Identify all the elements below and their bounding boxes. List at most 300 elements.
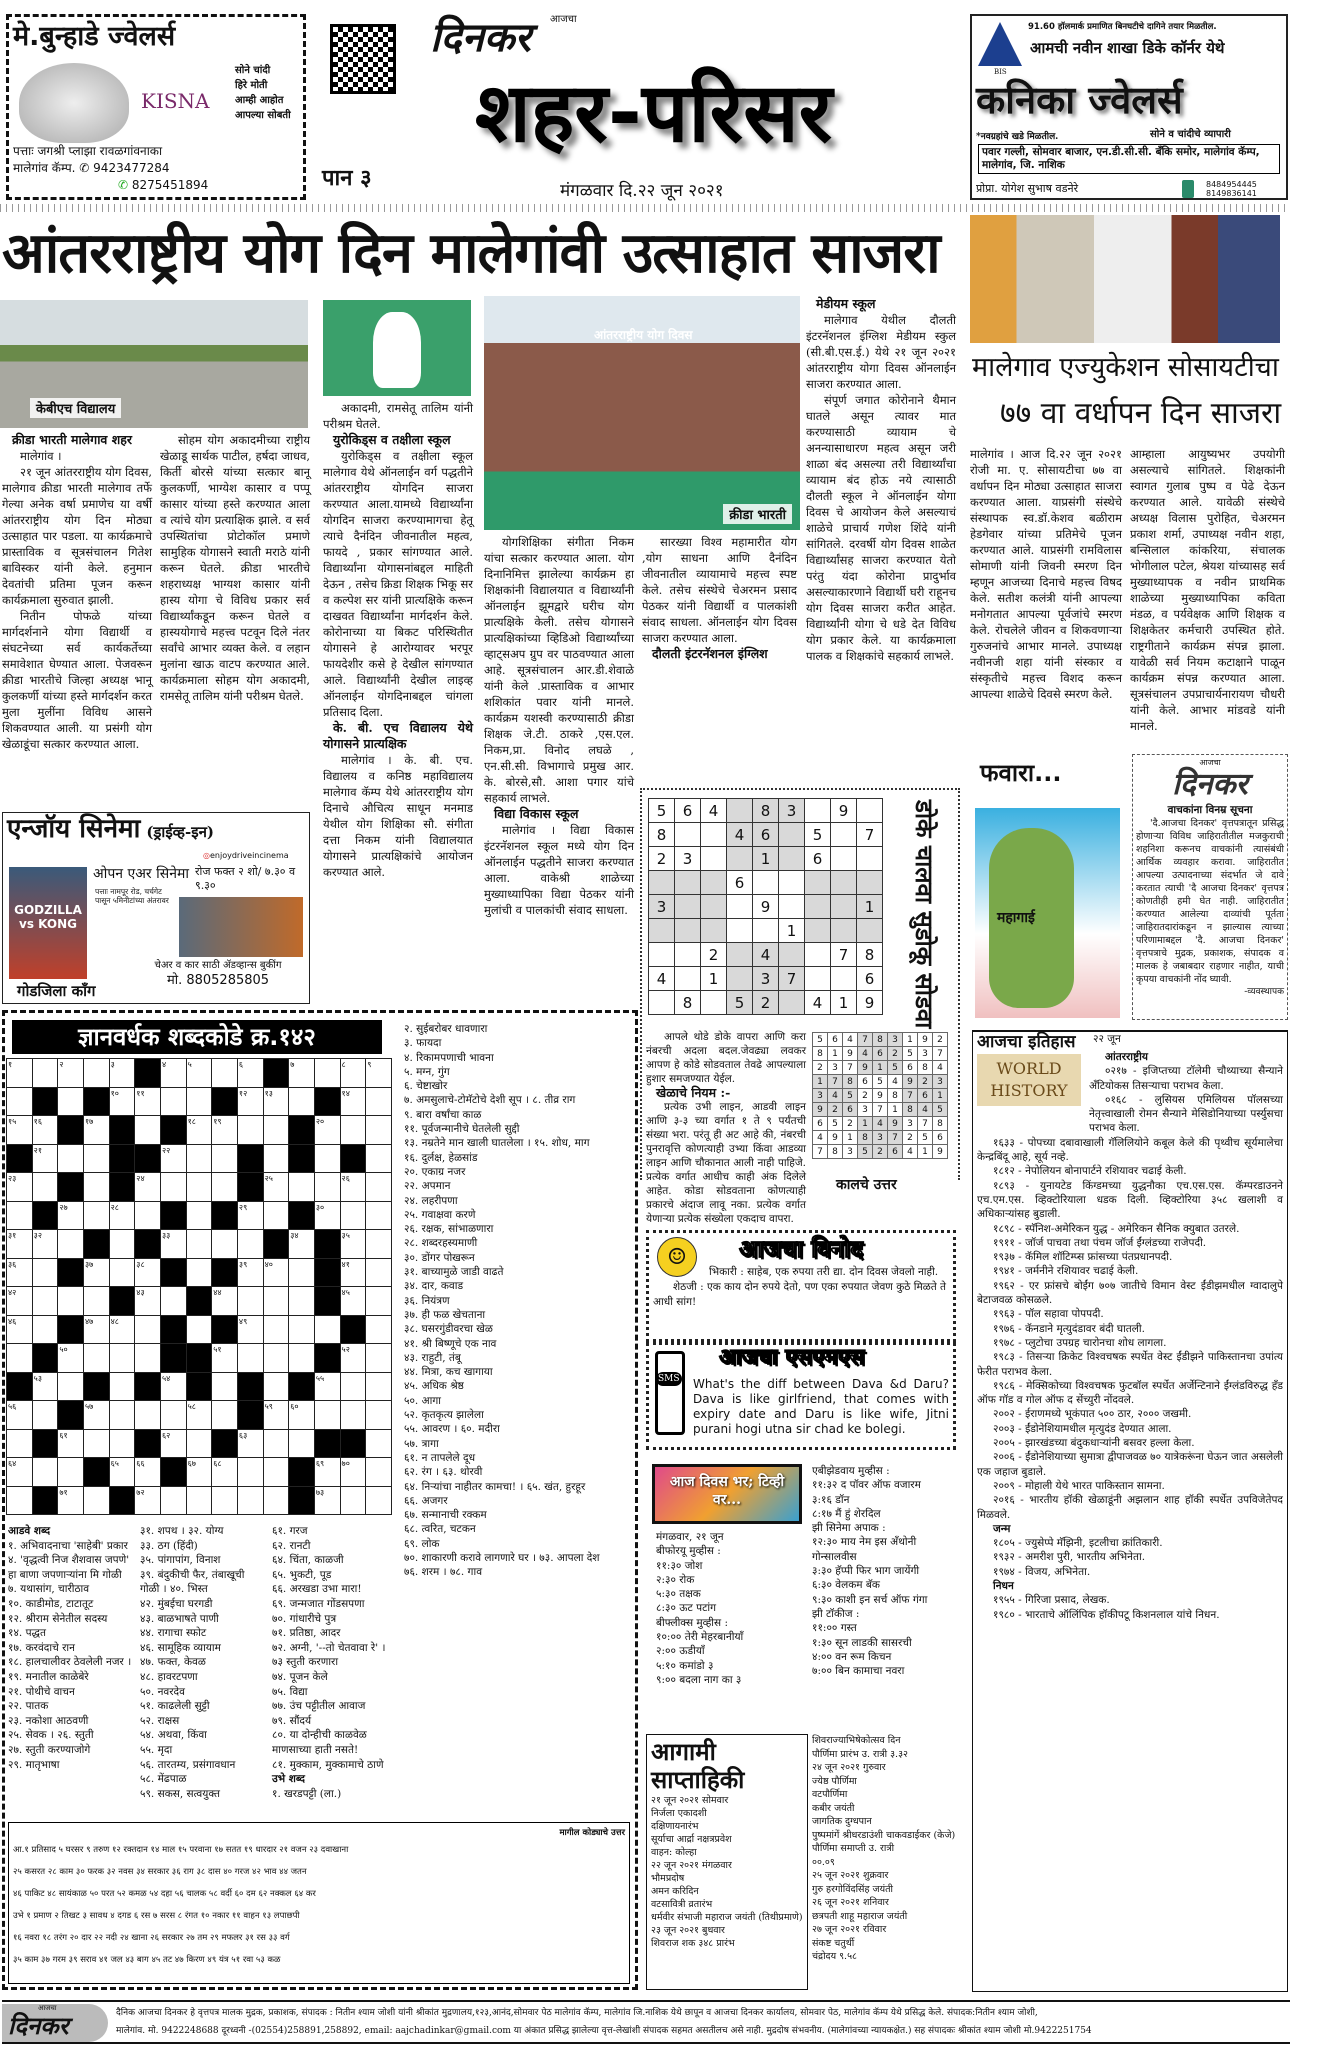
crossword-block-cell[interactable] (32, 1201, 58, 1230)
crossword-cell[interactable]: ६५ (109, 1458, 135, 1487)
crossword-cell[interactable]: ३० (314, 1201, 340, 1230)
crossword-block-cell[interactable] (160, 1201, 186, 1230)
sudoku-answer-cell: 5 (903, 1047, 918, 1061)
crossword-block-cell[interactable] (135, 1429, 161, 1458)
crossword-cell[interactable]: ४२ (7, 1287, 33, 1316)
sudoku-cell[interactable] (857, 919, 883, 943)
crossword-cell[interactable] (263, 1116, 289, 1145)
crossword-cell[interactable]: ६४ (7, 1458, 33, 1487)
crossword-block-cell[interactable] (314, 1429, 340, 1458)
sudoku-cell[interactable] (831, 919, 857, 943)
sudoku-cell[interactable] (831, 967, 857, 991)
crossword-block-cell[interactable] (212, 1087, 238, 1116)
crossword-block-cell[interactable] (58, 1173, 84, 1202)
crossword-cell[interactable]: ५२ (340, 1344, 366, 1373)
crossword-cell[interactable]: ४५ (340, 1287, 366, 1316)
crossword-block-cell[interactable] (212, 1201, 238, 1230)
sudoku-cell[interactable] (727, 919, 753, 943)
crossword-cell[interactable]: ७३ (314, 1486, 340, 1515)
crossword-block-cell[interactable] (314, 1344, 340, 1373)
sudoku-cell[interactable] (675, 895, 701, 919)
crossword-cell[interactable] (237, 1230, 263, 1259)
sudoku-cell[interactable] (701, 823, 727, 847)
crossword-cell[interactable]: ४ (160, 1059, 186, 1088)
crossword-cell[interactable]: ६१ (58, 1429, 84, 1458)
crossword-cell[interactable] (7, 1486, 33, 1515)
crossword-cell[interactable] (186, 1486, 212, 1515)
crossword-block-cell[interactable] (83, 1372, 109, 1401)
crossword-cell[interactable] (366, 1144, 392, 1173)
crossword-block-cell[interactable] (212, 1315, 238, 1344)
crossword-cell[interactable] (263, 1201, 289, 1230)
crossword-cell[interactable] (366, 1201, 392, 1230)
sudoku-cell[interactable] (727, 895, 753, 919)
crossword-cell[interactable] (263, 1429, 289, 1458)
sudoku-cell[interactable] (727, 943, 753, 967)
crossword-block-cell[interactable] (109, 1173, 135, 1202)
crossword-cell[interactable]: ५९ (263, 1401, 289, 1430)
crossword-block-cell[interactable] (160, 1258, 186, 1287)
sudoku-cell[interactable] (649, 991, 675, 1015)
crossword-block-cell[interactable] (135, 1059, 161, 1088)
sudoku-cell[interactable] (857, 847, 883, 871)
crossword-block-cell[interactable] (237, 1372, 263, 1401)
crossword-cell[interactable]: २ (58, 1059, 84, 1088)
list-line: झी टॉकीज : (812, 1607, 860, 1620)
crossword-block-cell[interactable] (58, 1315, 84, 1344)
crossword-cell[interactable] (160, 1173, 186, 1202)
crossword-cell[interactable] (263, 1144, 289, 1173)
crossword-cell[interactable] (58, 1458, 84, 1487)
sudoku-cell[interactable] (753, 919, 779, 943)
crossword-cell[interactable] (135, 1201, 161, 1230)
crossword-cell[interactable]: ३९ (237, 1258, 263, 1287)
crossword-block-cell[interactable] (32, 1344, 58, 1373)
crossword-cell[interactable] (58, 1372, 84, 1401)
crossword-block-cell[interactable] (314, 1087, 340, 1116)
sudoku-cell[interactable] (831, 871, 857, 895)
crossword-cell[interactable] (263, 1458, 289, 1487)
crossword-block-cell[interactable] (289, 1486, 315, 1515)
crossword-cell[interactable] (58, 1144, 84, 1173)
crossword-cell[interactable]: ४३ (135, 1287, 161, 1316)
crossword-cell[interactable]: ९ (366, 1059, 392, 1088)
crossword-block-cell[interactable] (314, 1230, 340, 1259)
crossword-cell[interactable]: ३५ (340, 1230, 366, 1259)
crossword-cell[interactable]: ३ (109, 1059, 135, 1088)
crossword-cell[interactable] (366, 1401, 392, 1430)
crossword-cell[interactable] (32, 1173, 58, 1202)
sudoku-cell[interactable] (857, 871, 883, 895)
sudoku-cell[interactable] (857, 799, 883, 823)
sudoku-cell[interactable] (675, 943, 701, 967)
crossword-block-cell[interactable] (186, 1344, 212, 1373)
crossword-cell[interactable] (212, 1486, 238, 1515)
crossword-cell[interactable] (314, 1173, 340, 1202)
crossword-cell[interactable] (212, 1230, 238, 1259)
crossword-cell[interactable] (366, 1458, 392, 1487)
crossword-block-cell[interactable] (186, 1287, 212, 1316)
sudoku-cell[interactable] (701, 991, 727, 1015)
crossword-block-cell[interactable] (109, 1144, 135, 1173)
crossword-cell[interactable] (212, 1059, 238, 1088)
crossword-cell[interactable] (32, 1287, 58, 1316)
sudoku-cell[interactable] (779, 871, 805, 895)
crossword-cell[interactable] (366, 1173, 392, 1202)
crossword-block-cell[interactable] (160, 1344, 186, 1373)
crossword-block-cell[interactable] (109, 1486, 135, 1515)
crossword-cell[interactable] (32, 1258, 58, 1287)
crossword-cell[interactable]: १३ (263, 1087, 289, 1116)
sudoku-cell[interactable] (779, 943, 805, 967)
crossword-cell[interactable]: ५३ (32, 1372, 58, 1401)
sudoku-cell[interactable] (805, 871, 831, 895)
crossword-cell[interactable] (340, 1116, 366, 1145)
crossword-cell[interactable] (135, 1401, 161, 1430)
crossword-cell[interactable]: २२ (160, 1144, 186, 1173)
sudoku-cell[interactable] (675, 823, 701, 847)
crossword-cell[interactable]: १६ (32, 1116, 58, 1145)
sudoku-cell[interactable] (779, 991, 805, 1015)
crossword-cell[interactable] (7, 1344, 33, 1373)
sudoku-cell[interactable] (727, 799, 753, 823)
crossword-cell[interactable] (314, 1144, 340, 1173)
crossword-cell[interactable]: ४० (263, 1258, 289, 1287)
crossword-cell[interactable] (289, 1344, 315, 1373)
crossword-cell[interactable] (83, 1059, 109, 1088)
crossword-cell[interactable] (32, 1458, 58, 1487)
crossword-cell[interactable]: ६ (237, 1059, 263, 1088)
crossword-cell[interactable]: ४९ (237, 1315, 263, 1344)
crossword-cell[interactable] (32, 1401, 58, 1430)
crossword-cell[interactable] (7, 1087, 33, 1116)
sudoku-cell[interactable] (701, 871, 727, 895)
crossword-block-cell[interactable] (186, 1372, 212, 1401)
sudoku-cell[interactable] (779, 847, 805, 871)
crossword-cell[interactable]: ५४ (160, 1372, 186, 1401)
crossword-cell[interactable] (366, 1344, 392, 1373)
sudoku-cell[interactable] (727, 847, 753, 871)
crossword-block-cell[interactable] (340, 1315, 366, 1344)
crossword-cell[interactable] (212, 1372, 238, 1401)
crossword-cell[interactable] (314, 1401, 340, 1430)
crossword-cell[interactable]: १९ (212, 1116, 238, 1145)
crossword-cell[interactable] (109, 1344, 135, 1373)
crossword-cell[interactable] (83, 1173, 109, 1202)
crossword-cell[interactable]: ६७ (186, 1458, 212, 1487)
crossword-cell[interactable]: ६८ (212, 1458, 238, 1487)
crossword-block-cell[interactable] (263, 1230, 289, 1259)
crossword-cell[interactable]: २९ (237, 1201, 263, 1230)
crossword-cell[interactable]: ६३ (237, 1429, 263, 1458)
crossword-cell[interactable] (83, 1344, 109, 1373)
crossword-cell[interactable]: ४४ (212, 1287, 238, 1316)
crossword-block-cell[interactable] (314, 1258, 340, 1287)
sudoku-cell[interactable] (831, 895, 857, 919)
sudoku-cell[interactable] (675, 919, 701, 943)
sudoku-cell[interactable] (805, 919, 831, 943)
crossword-cell[interactable]: ६६ (135, 1458, 161, 1487)
sudoku-answer-cell: 1 (843, 1131, 858, 1145)
crossword-block-cell[interactable] (58, 1116, 84, 1145)
crossword-cell[interactable]: २० (314, 1116, 340, 1145)
crossword-block-cell[interactable] (135, 1230, 161, 1259)
crossword-cell[interactable]: २५ (263, 1173, 289, 1202)
sudoku-cell[interactable] (831, 823, 857, 847)
crossword-cell[interactable] (83, 1486, 109, 1515)
crossword-cell[interactable] (7, 1429, 33, 1458)
crossword-cell[interactable]: ३६ (7, 1258, 33, 1287)
crossword-cell[interactable]: १७ (83, 1116, 109, 1145)
crossword-cell[interactable] (83, 1287, 109, 1316)
crossword-cell[interactable] (366, 1230, 392, 1259)
crossword-block-cell[interactable] (314, 1287, 340, 1316)
crossword-cell[interactable] (289, 1173, 315, 1202)
crossword-cell[interactable]: २१ (32, 1144, 58, 1173)
crossword-cell[interactable] (186, 1315, 212, 1344)
crossword-block-cell[interactable] (289, 1458, 315, 1487)
crossword-block-cell[interactable] (7, 1144, 33, 1173)
crossword-cell[interactable] (366, 1287, 392, 1316)
sudoku-cell[interactable] (727, 967, 753, 991)
crossword-block-cell[interactable] (160, 1458, 186, 1487)
crossword-cell[interactable]: ४७ (83, 1315, 109, 1344)
crossword-cell[interactable]: ६२ (160, 1429, 186, 1458)
crossword-block-cell[interactable] (135, 1144, 161, 1173)
sudoku-cell[interactable] (805, 943, 831, 967)
crossword-cell[interactable] (58, 1087, 84, 1116)
crossword-block-cell[interactable] (109, 1116, 135, 1145)
crossword-cell[interactable]: २६ (340, 1173, 366, 1202)
crossword-cell[interactable] (366, 1372, 392, 1401)
crossword-cell[interactable] (263, 1344, 289, 1373)
crossword-cell[interactable]: ४८ (109, 1315, 135, 1344)
crossword-cell[interactable] (340, 1201, 366, 1230)
crossword-block-cell[interactable] (289, 1144, 315, 1173)
crossword-cell[interactable] (366, 1087, 392, 1116)
crossword-cell[interactable]: ४१ (340, 1258, 366, 1287)
sudoku-cell[interactable] (649, 871, 675, 895)
crossword-block-cell[interactable] (237, 1144, 263, 1173)
list-line: ११:३० जोश (656, 1559, 703, 1572)
crossword-clue: १७. करवंदाचे रान (8, 1641, 75, 1654)
crossword-cell[interactable]: २४ (135, 1173, 161, 1202)
crossword-cell[interactable]: ७ (289, 1059, 315, 1088)
crossword-cell[interactable]: ३७ (83, 1258, 109, 1287)
crossword-cell[interactable] (186, 1258, 212, 1287)
crossword-block-cell[interactable] (58, 1401, 84, 1430)
crossword-block-cell[interactable] (289, 1201, 315, 1230)
crossword-cell[interactable] (32, 1315, 58, 1344)
crossword-cell[interactable] (340, 1486, 366, 1515)
crossword-cell[interactable] (109, 1429, 135, 1458)
crossword-cell[interactable] (237, 1486, 263, 1515)
crossword-cell[interactable] (340, 1401, 366, 1430)
crossword-cell[interactable]: ३३ (160, 1230, 186, 1259)
crossword-cell[interactable] (263, 1287, 289, 1316)
crossword-cell[interactable]: १४ (340, 1087, 366, 1116)
crossword-cell[interactable] (160, 1401, 186, 1430)
crossword-cell[interactable] (340, 1372, 366, 1401)
crossword-cell[interactable]: ७२ (135, 1486, 161, 1515)
crossword-cell[interactable] (366, 1486, 392, 1515)
sudoku-cell[interactable] (805, 895, 831, 919)
crossword-cell[interactable] (186, 1429, 212, 1458)
crossword-cell[interactable] (289, 1287, 315, 1316)
crossword-cell[interactable]: २८ (109, 1201, 135, 1230)
sudoku-answer-cell: 2 (813, 1061, 828, 1075)
crossword-cell[interactable] (109, 1372, 135, 1401)
crossword-cell[interactable] (160, 1486, 186, 1515)
crossword-block-cell[interactable] (289, 1116, 315, 1145)
crossword-cell[interactable] (263, 1372, 289, 1401)
sudoku-cell[interactable] (675, 967, 701, 991)
crossword-cell[interactable] (263, 1315, 289, 1344)
crossword-block-cell[interactable] (289, 1372, 315, 1401)
crossword-cell[interactable]: ४६ (7, 1315, 33, 1344)
crossword-cell[interactable]: १८ (186, 1116, 212, 1145)
sudoku-cell[interactable] (701, 919, 727, 943)
crossword-cell[interactable]: १० (109, 1087, 135, 1116)
crossword-cell[interactable]: १ (7, 1059, 33, 1088)
crossword-cell[interactable]: ३८ (135, 1258, 161, 1287)
yoga-article-col2 (160, 432, 310, 804)
crossword-cell[interactable] (366, 1258, 392, 1287)
crossword-block-cell[interactable] (135, 1372, 161, 1401)
sudoku-cell[interactable] (779, 823, 805, 847)
crossword-cell[interactable] (212, 1144, 238, 1173)
crossword-cell[interactable]: २७ (58, 1201, 84, 1230)
list-line: ५:३० तक्षक (656, 1588, 701, 1601)
crossword-cell[interactable] (109, 1258, 135, 1287)
crossword-cell[interactable] (32, 1059, 58, 1088)
crossword-cell[interactable]: ११ (135, 1087, 161, 1116)
crossword-cell[interactable] (186, 1087, 212, 1116)
crossword-cell[interactable] (135, 1344, 161, 1373)
crossword-block-cell[interactable] (340, 1429, 366, 1458)
crossword-cell[interactable] (83, 1429, 109, 1458)
crossword-cell[interactable] (186, 1144, 212, 1173)
crossword-cell[interactable]: ६९ (314, 1458, 340, 1487)
crossword-cell[interactable] (366, 1116, 392, 1145)
crossword-cell[interactable]: २३ (7, 1173, 33, 1202)
sudoku-cell[interactable] (701, 895, 727, 919)
crossword-clue: ५१. काढलेली सुट्टी (140, 1700, 210, 1713)
crossword-cell[interactable]: ५६ (7, 1401, 33, 1430)
crossword-cell[interactable] (237, 1116, 263, 1145)
sudoku-cell[interactable] (805, 799, 831, 823)
crossword-cell[interactable] (314, 1315, 340, 1344)
crossword-block-cell[interactable] (58, 1258, 84, 1287)
crossword-block-cell[interactable] (237, 1401, 263, 1430)
crossword-cell[interactable] (212, 1401, 238, 1430)
crossword-block-cell[interactable] (340, 1144, 366, 1173)
crossword-block-cell[interactable] (212, 1429, 238, 1458)
crossword-cell[interactable] (135, 1315, 161, 1344)
crossword-cell[interactable]: ३४ (289, 1230, 315, 1259)
crossword-cell[interactable] (366, 1315, 392, 1344)
crossword-cell[interactable]: ७० (340, 1458, 366, 1487)
crossword-cell[interactable] (160, 1087, 186, 1116)
crossword-cell[interactable]: ३१ (7, 1230, 33, 1259)
sudoku-cell[interactable] (753, 871, 779, 895)
crossword-cell[interactable]: ५७ (83, 1401, 109, 1430)
sudoku-cell[interactable] (701, 847, 727, 871)
crossword-block-cell[interactable] (83, 1230, 109, 1259)
list-line: कबीर जयंती (812, 1802, 855, 1814)
crossword-block-cell[interactable] (160, 1116, 186, 1145)
crossword-block-cell[interactable] (83, 1458, 109, 1487)
crossword-cell[interactable] (58, 1230, 84, 1259)
crossword-block-cell[interactable] (160, 1315, 186, 1344)
crossword-cell[interactable] (83, 1201, 109, 1230)
crossword-cell[interactable] (186, 1173, 212, 1202)
crossword-cell[interactable] (186, 1201, 212, 1230)
crossword-block-cell[interactable] (109, 1287, 135, 1316)
qr-code (330, 24, 396, 94)
sudoku-cell[interactable] (649, 943, 675, 967)
crossword-cell[interactable] (237, 1287, 263, 1316)
crossword-block-cell[interactable] (32, 1486, 58, 1515)
crossword-cell[interactable]: ८ (340, 1059, 366, 1088)
crossword-cell[interactable] (237, 1344, 263, 1373)
crossword-cell[interactable] (7, 1201, 33, 1230)
crossword-cell[interactable] (212, 1173, 238, 1202)
crossword-cell[interactable] (186, 1230, 212, 1259)
crossword-block-cell[interactable] (212, 1258, 238, 1287)
sudoku-cell[interactable] (649, 919, 675, 943)
crossword-cell[interactable]: ५८ (186, 1401, 212, 1430)
crossword-cell[interactable]: ५ (186, 1059, 212, 1088)
crossword-clue: १४. पद्धत (8, 1627, 46, 1640)
crossword-block-cell[interactable] (263, 1059, 289, 1088)
crossword-block-cell[interactable] (7, 1372, 33, 1401)
crossword-cell[interactable] (109, 1401, 135, 1430)
sudoku-title: डोके चालवा सुडोकू सोडवा (910, 800, 938, 1029)
sudoku-cell[interactable] (831, 847, 857, 871)
sudoku-cell[interactable] (805, 967, 831, 991)
crossword-cell[interactable] (263, 1486, 289, 1515)
crossword-block-cell[interactable] (237, 1173, 263, 1202)
crossword-cell[interactable] (237, 1458, 263, 1487)
crossword-cell[interactable] (366, 1429, 392, 1458)
sudoku-cell[interactable] (675, 871, 701, 895)
crossword-cell[interactable] (314, 1059, 340, 1088)
crossword-cell[interactable] (289, 1258, 315, 1287)
crossword-clue: ५०. आगा (404, 1394, 441, 1407)
crossword-cell[interactable]: ५० (58, 1344, 84, 1373)
crossword-block-cell[interactable] (32, 1087, 58, 1116)
crossword-cell[interactable]: १२ (237, 1087, 263, 1116)
crossword-cell[interactable]: ३२ (32, 1230, 58, 1259)
sudoku-cell[interactable] (779, 895, 805, 919)
crossword-cell[interactable] (289, 1429, 315, 1458)
crossword-block-cell[interactable] (32, 1429, 58, 1458)
crossword-cell[interactable] (160, 1287, 186, 1316)
crossword-cell[interactable] (58, 1287, 84, 1316)
crossword-cell[interactable]: ५५ (314, 1372, 340, 1401)
crossword-cell[interactable] (289, 1315, 315, 1344)
crossword-cell[interactable]: ६० (289, 1401, 315, 1430)
crossword-cell[interactable] (109, 1230, 135, 1259)
crossword-cell[interactable]: ५१ (212, 1344, 238, 1373)
crossword-cell[interactable]: ७१ (58, 1486, 84, 1515)
crossword-cell[interactable]: १५ (7, 1116, 33, 1145)
crossword-cell[interactable] (83, 1144, 109, 1173)
crossword-cell[interactable] (289, 1087, 315, 1116)
crossword-cell[interactable] (135, 1116, 161, 1145)
crossword-block-cell[interactable] (83, 1087, 109, 1116)
